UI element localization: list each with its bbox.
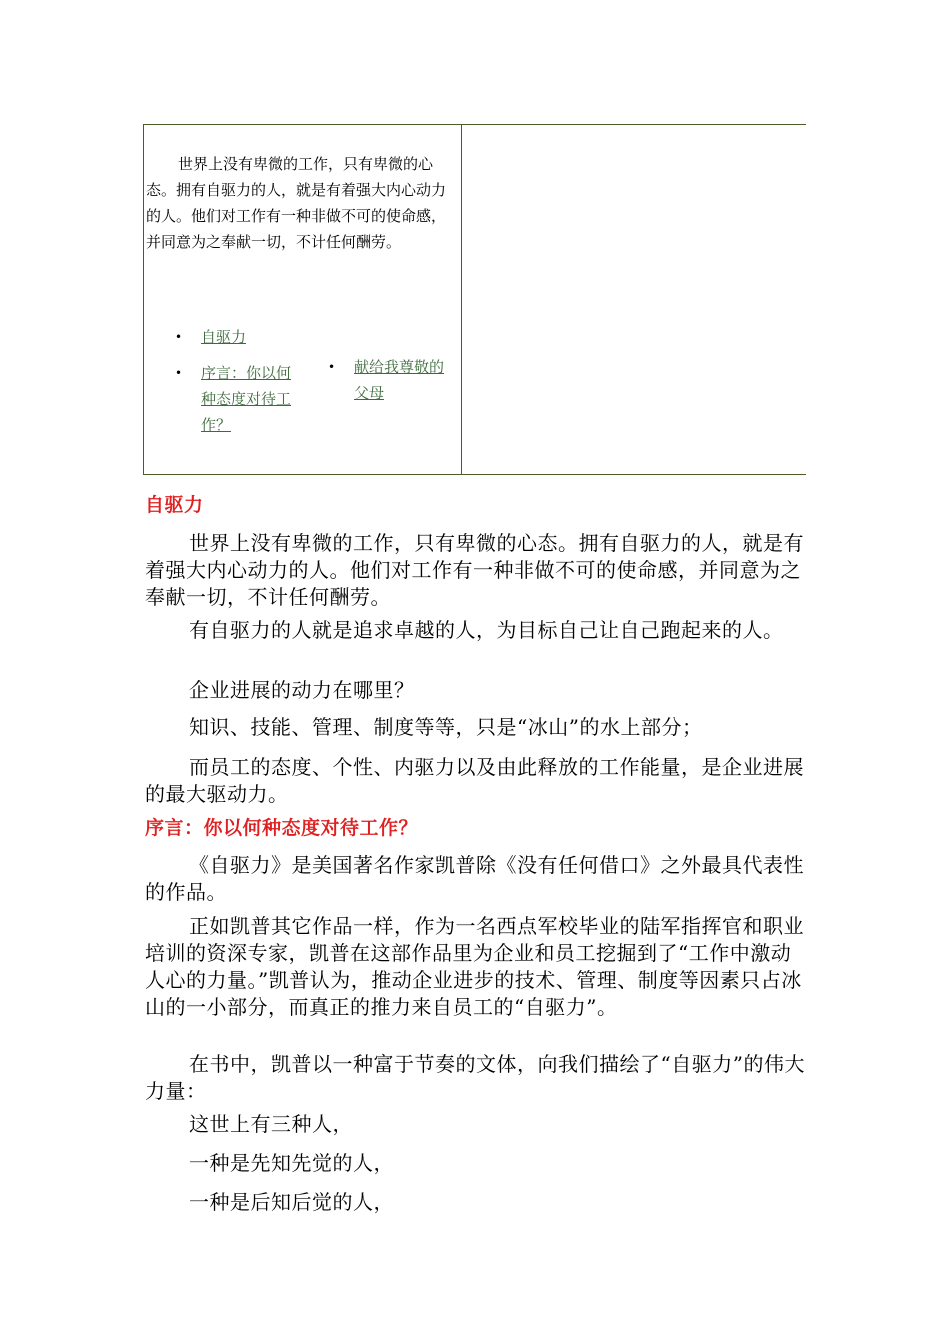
- section-heading-zi-qu-li: 自驱力: [145, 494, 204, 516]
- toc-box: [143, 124, 806, 475]
- bullet-icon: •: [175, 330, 183, 344]
- body-paragraph: 一种是后知后觉的人，: [189, 1190, 394, 1214]
- body-paragraph: 知识、技能、管理、制度等等，只是“冰山”的水上部分；: [189, 715, 703, 739]
- toc-list-item: [175, 360, 297, 438]
- body-paragraph: 一种是先知先觉的人，: [189, 1151, 394, 1175]
- body-paragraph: 有自驱力的人就是追求卓越的人，为目标自己让自己跑起来的人。: [189, 618, 784, 642]
- toc-list-item: [175, 324, 297, 350]
- bullet-icon: •: [175, 366, 183, 380]
- body-paragraph: 而员工的态度、个性、内驱力以及由此释放的工作能量，是企业进展的最大驱动力。: [145, 755, 804, 806]
- body-paragraph: 世界上没有卑微的工作，只有卑微的心态。拥有自驱力的人，就是有着强大内心动力的人。他们对工作有一种非做不可的使命感，并同意为之奉献一切，不计任何酬劳。: [145, 531, 804, 609]
- body-paragraph: 正如凯普其它作品一样，作为一名西点军校毕业的陆军指挥官和职业培训的资深专家，凯普在这部作品里为企业和员工挖掘到了“工作中激动人心的力量。”凯普认为，推动企业进步的技术、管理、制度等因素只占冰山的一小部分，而真正的推力来自员工的“自驱力”。: [145, 914, 804, 1019]
- toc-column-divider: [461, 125, 462, 474]
- body-paragraph: 企业进展的动力在哪里？: [189, 678, 415, 702]
- toc-list-item: [328, 354, 458, 406]
- toc-link-list-left: [175, 324, 297, 438]
- toc-link-dedication[interactable]: 献给我尊敬的父母: [354, 358, 445, 402]
- body-paragraph: 《自驱力》是美国著名作家凯普除《没有任何借口》之外最具代表性的作品。: [145, 853, 804, 904]
- toc-intro-text: 世界上没有卑微的工作，只有卑微的心态。拥有自驱力的人，就是有着强大内心动力的人。他们对工作有一种非做不可的使命感，并同意为之奉献一切，不计任何酬劳。: [146, 155, 447, 251]
- body-paragraph: 这世上有三种人，: [189, 1112, 353, 1136]
- body-paragraph: 在书中，凯普以一种富于节奏的文体，向我们描绘了“自驱力”的伟大力量：: [145, 1052, 805, 1103]
- bullet-icon: •: [328, 360, 336, 374]
- toc-link-zi-qu-li[interactable]: 自驱力: [201, 328, 247, 346]
- toc-link-preface[interactable]: 序言：你以何种态度对待工作？: [201, 364, 292, 434]
- toc-link-list-right: [328, 354, 458, 406]
- section-heading-preface: 序言：你以何种态度对待工作？: [145, 817, 419, 839]
